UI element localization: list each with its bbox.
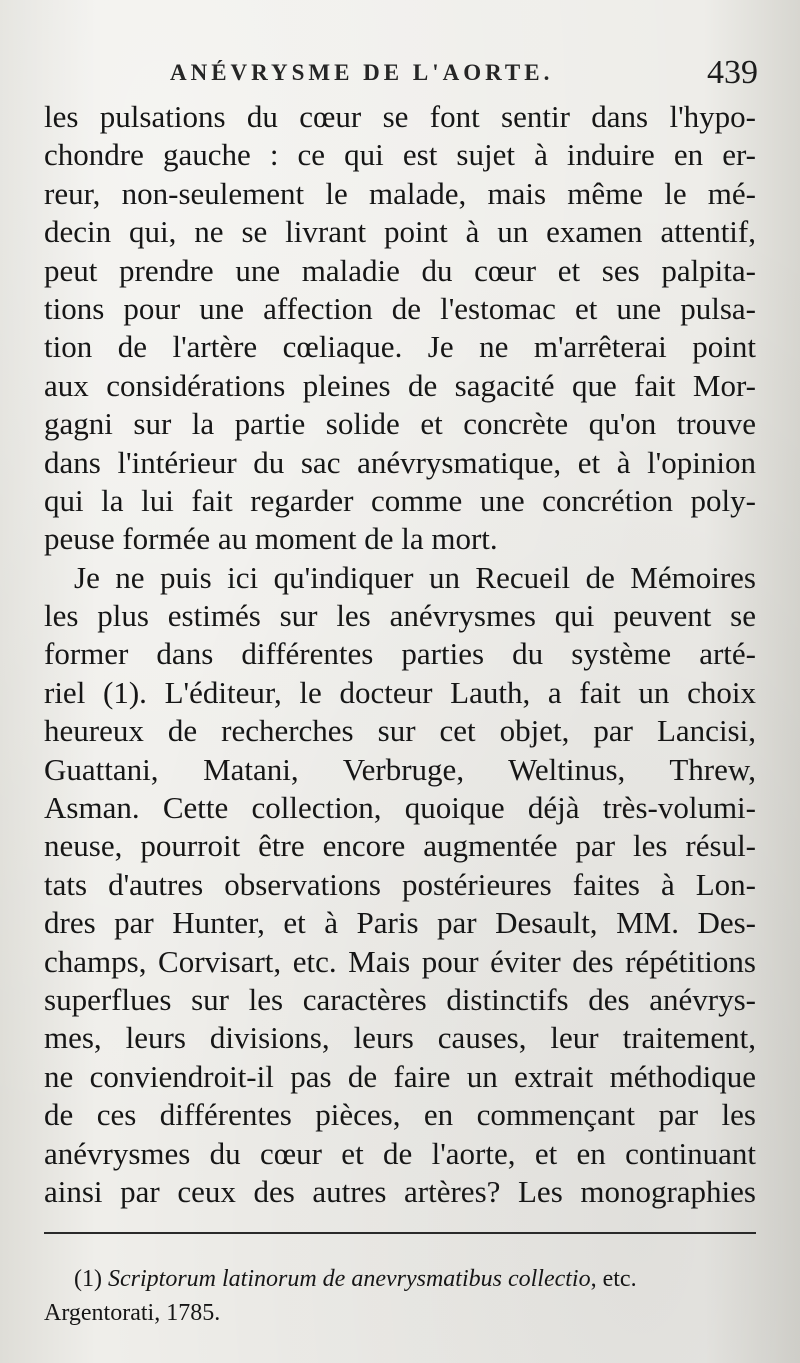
footnote-line	[44, 1262, 756, 1296]
text-line: les plus estimés sur les anévrysmes qui peuvent se	[44, 598, 756, 634]
text-line: heureux de recherches sur cet objet, par Lancisi,	[44, 713, 756, 749]
text-line: de ces différentes pièces, en commençant par les	[44, 1097, 756, 1133]
text-line: ne conviendroit-il pas de faire un extrait méthodique	[44, 1058, 756, 1094]
text-line: qui la lui fait regarder comme une concrétion poly-	[44, 482, 756, 518]
text-line: decin qui, ne se livrant point à un examen attentif,	[44, 214, 756, 250]
footnote-divider	[44, 1232, 756, 1234]
text-line: tats d'autres observations postérieures faites à Lon-	[44, 866, 756, 902]
text-line: gagni sur la partie solide et concrète qu'on trouve	[44, 406, 756, 442]
footnote-marker: (1)	[74, 1266, 102, 1292]
text-line: ainsi par ceux des autres artères? Les monographies	[44, 1173, 756, 1209]
text-line: former dans différentes parties du système arté-	[44, 636, 756, 672]
footnote	[44, 1262, 756, 1330]
body-text	[44, 98, 756, 1211]
text-line: peut prendre une maladie du cœur et ses palpita-	[44, 252, 756, 288]
running-title: ANÉVRYSME DE L'AORTE.	[170, 60, 554, 85]
text-line: anévrysmes du cœur et de l'aorte, et en continuant	[44, 1135, 756, 1171]
text-line: Asman. Cette collection, quoique déjà très-volumi-	[44, 790, 756, 826]
text-line: riel (1). L'éditeur, le docteur Lauth, a fait un choix	[44, 674, 756, 710]
footnote-etc: , etc.	[590, 1266, 637, 1292]
page-header	[40, 54, 760, 98]
paragraph-start-line: Je ne puis ici qu'indiquer un Recueil de Mémoires	[74, 559, 756, 595]
text-line: tion de l'artère cœliaque. Je ne m'arrêterai point	[44, 329, 756, 365]
footnote-imprint: Argentorati, 1785.	[44, 1300, 221, 1326]
text-line: chondre gauche : ce qui est sujet à induire en er-	[44, 137, 756, 173]
text-line: dres par Hunter, et à Paris par Desault, MM. Des-	[44, 905, 756, 941]
text-line: neuse, pourroit être encore augmentée par les résul-	[44, 828, 756, 864]
text-line: tions pour une affection de l'estomac et une pulsa-	[44, 290, 756, 326]
text-line: Guattani, Matani, Verbruge, Weltinus, Threw,	[44, 751, 756, 787]
footnote-title: Scriptorum latinorum de anevrysmatibus collectio	[107, 1266, 591, 1292]
text-line: reur, non-seulement le malade, mais même le mé-	[44, 175, 756, 211]
text-line: dans l'intérieur du sac anévrysmatique, et à l'opinion	[44, 444, 756, 480]
text-line: superflues sur les caractères distinctifs des anévrys-	[44, 981, 756, 1017]
text-line: peuse formée au moment de la mort.	[44, 521, 498, 557]
text-line: mes, leurs divisions, leurs causes, leur traitement,	[44, 1020, 756, 1056]
text-line: les pulsations du cœur se font sentir dans l'hypo-	[44, 99, 756, 134]
text-line: aux considérations pleines de sagacité que fait Mor-	[44, 367, 756, 403]
text-line: champs, Corvisart, etc. Mais pour éviter des répétitions	[44, 943, 756, 979]
page-number: 439	[707, 54, 758, 91]
